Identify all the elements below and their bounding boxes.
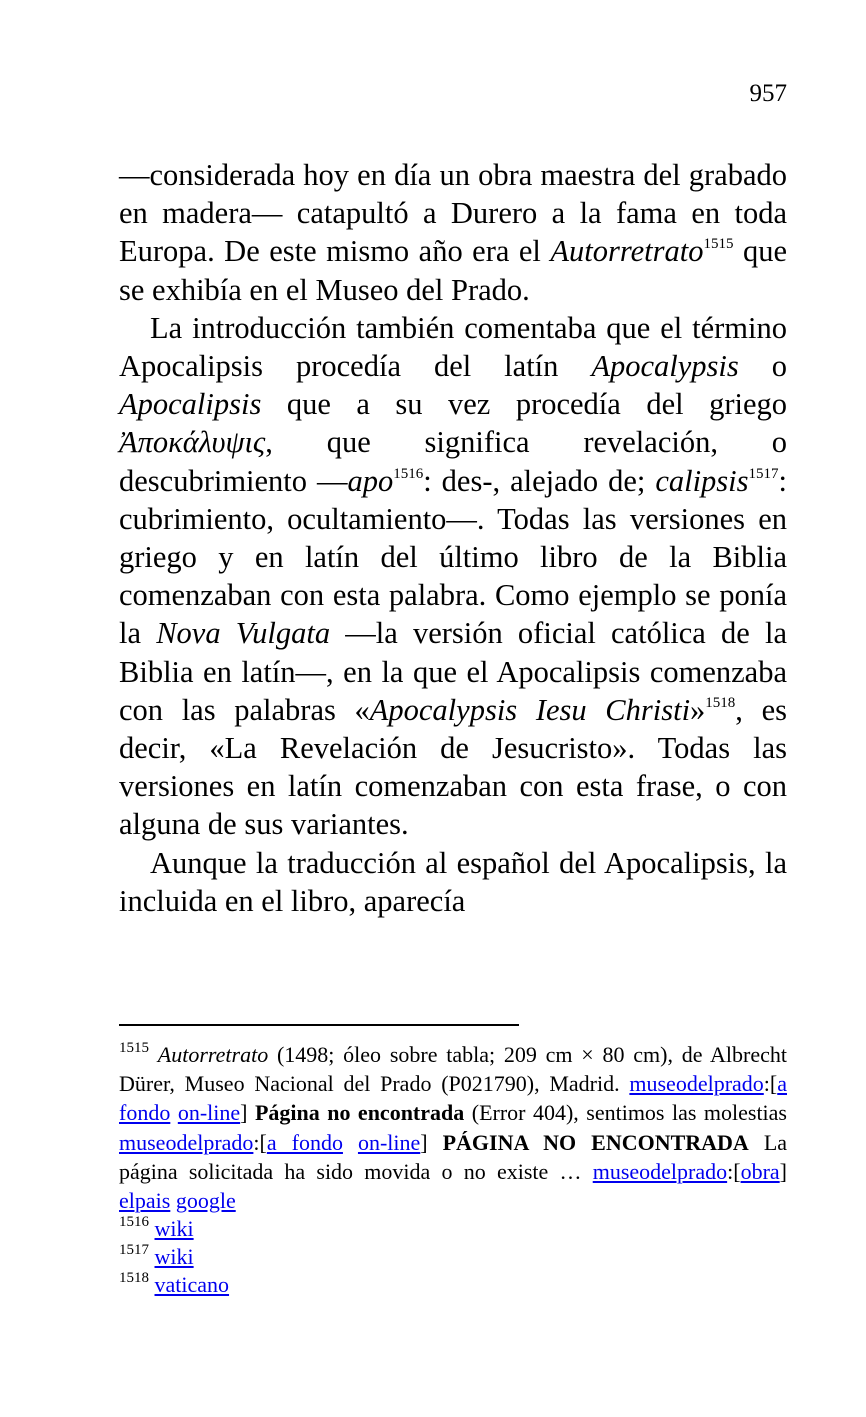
footnotes bbox=[119, 1040, 787, 1299]
italic-run: Apocalypsis bbox=[591, 349, 739, 384]
italic-run: Apocalypsis Iesu Christi bbox=[369, 692, 691, 727]
footnote-mark: 1518 bbox=[119, 1270, 149, 1287]
link-vaticano[interactable]: vaticano bbox=[154, 1272, 230, 1298]
link-on-line[interactable]: on-line bbox=[357, 1129, 421, 1155]
link-on-line[interactable]: on-line bbox=[177, 1100, 241, 1126]
footnote-1517 bbox=[119, 1243, 787, 1271]
text-run: —considerada hoy en día un obra maestra del grabado en madera— catapultó a Durero a la fama en toda Europa. De este mismo año era el bbox=[119, 158, 787, 269]
bold-run: Página no encontrada bbox=[254, 1100, 465, 1126]
text-run: :[ bbox=[763, 1071, 778, 1097]
text-run: (Error 404), sentimos las molestias bbox=[464, 1100, 787, 1126]
paragraph-2 bbox=[119, 309, 787, 844]
link-elpais[interactable]: elpais bbox=[119, 1188, 171, 1214]
footnote-1516 bbox=[119, 1215, 787, 1243]
footnote-reference-1516[interactable]: 1516 bbox=[393, 465, 424, 482]
text-run: :[ bbox=[727, 1158, 741, 1184]
text-run bbox=[343, 1130, 358, 1155]
link-obra[interactable]: obra bbox=[740, 1158, 780, 1184]
text-run: , es decir, «La Revelación de Jesucristo». Todas las versiones en latín comenzaban con esta frase, o con alguna de sus variantes. bbox=[119, 692, 787, 842]
text-run: : des-, alejado de; bbox=[423, 463, 656, 498]
link-google[interactable]: google bbox=[175, 1188, 236, 1214]
paragraph-3 bbox=[119, 844, 787, 920]
italic-run: apo bbox=[347, 463, 394, 498]
text-run: ] bbox=[420, 1129, 443, 1155]
italic-run: Nova Vulgata bbox=[156, 616, 331, 651]
footnote-mark: 1517 bbox=[119, 1242, 149, 1259]
text-run: ] bbox=[779, 1158, 787, 1184]
italic-run: Autorretrato bbox=[550, 234, 704, 269]
text-run: que a su vez procedía del griego bbox=[261, 387, 787, 422]
greek-word: Ἀποκάλυψις bbox=[119, 425, 266, 460]
link-a-fondo[interactable]: a fondo bbox=[119, 1071, 787, 1126]
text-run: , que significa revelación, o descubrimiento — bbox=[119, 425, 787, 498]
text-run: :[ bbox=[253, 1129, 267, 1155]
footnote-mark: 1515 bbox=[119, 1040, 149, 1056]
text-run: : cubrimiento, ocultamiento—. Todas las versiones en griego y en latín del último libro de la Biblia comenzaban con esta palabra. Como ejemplo se ponía la bbox=[119, 463, 787, 651]
footnote-1515 bbox=[119, 1040, 787, 1215]
link-wiki[interactable]: wiki bbox=[154, 1216, 194, 1242]
main-text bbox=[119, 156, 787, 920]
link-wiki[interactable]: wiki bbox=[154, 1244, 194, 1270]
page-number: 957 bbox=[749, 80, 787, 107]
italic-run: Apocalipsis bbox=[119, 387, 262, 422]
footnote-reference-1518[interactable]: 1518 bbox=[705, 694, 736, 711]
text-run: ] bbox=[240, 1100, 255, 1126]
bold-run: PÁGINA NO ENCONTRADA bbox=[442, 1129, 749, 1155]
footnote-reference-1517[interactable]: 1517 bbox=[748, 465, 779, 482]
link-a-fondo[interactable]: a fondo bbox=[266, 1129, 343, 1155]
text-run: La página solicitada ha sido movida o no existe … bbox=[119, 1129, 788, 1184]
text-run: —la versión oficial católica de la Biblia en latín—, en la que el Apocalipsis comenzaba con las palabras « bbox=[119, 616, 788, 727]
text-run: » bbox=[690, 692, 706, 727]
text-run: o bbox=[738, 349, 788, 384]
footnote-1518 bbox=[119, 1271, 787, 1299]
footnote-reference-1515[interactable]: 1515 bbox=[703, 236, 734, 253]
italic-run: Autorretrato bbox=[157, 1042, 269, 1067]
text-run: Aunque la traducción al español del Apocalipsis, la incluida en el libro, aparecía bbox=[119, 845, 787, 918]
link-museodelprado[interactable]: museodelprado bbox=[629, 1071, 764, 1097]
paragraph-1 bbox=[119, 156, 787, 309]
footnote-mark: 1516 bbox=[119, 1214, 149, 1231]
link-museodelprado[interactable]: museodelprado bbox=[119, 1129, 254, 1155]
text-run: que se exhibía en el Museo del Prado. bbox=[119, 234, 787, 307]
text-run: La introducción también comentaba que el término Apocalipsis procedía del latín bbox=[119, 310, 787, 384]
text-run bbox=[170, 1100, 177, 1125]
link-museodelprado[interactable]: museodelprado bbox=[592, 1158, 728, 1184]
text-run: (1498; óleo sobre tabla; 209 cm × 80 cm), de Albrecht Dürer, Museo Nacional del Prado (P021790), Madrid. bbox=[119, 1042, 788, 1097]
footnote-separator bbox=[119, 1024, 519, 1026]
italic-run: calipsis bbox=[655, 463, 749, 498]
